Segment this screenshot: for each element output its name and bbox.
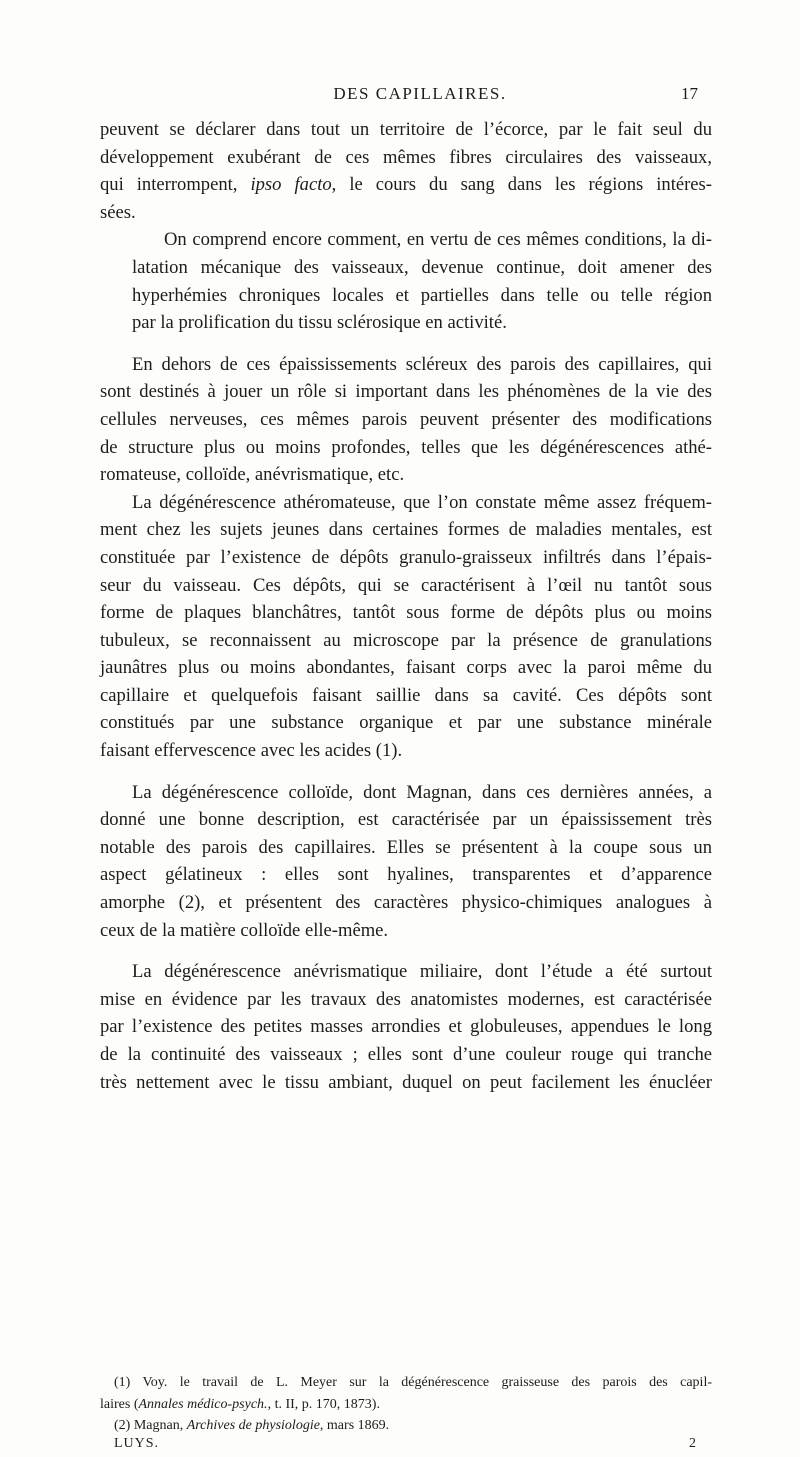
text-line: amorphe (2), et présentent des caractères physico-chimiques analogues à <box>100 892 712 914</box>
text-fragment: , le cours du sang dans les régions intéres- <box>331 174 712 196</box>
text-line: constitués par une substance organique et par une substance minérale <box>100 712 712 734</box>
text-fragment: laires ( <box>100 1396 139 1412</box>
text-line: aspect gélatineux : elles sont hyalines, transparentes et d’apparence <box>100 864 712 886</box>
text-line: La dégénérescence athéromateuse, que l’on constate même assez fréquem- <box>132 491 712 513</box>
text-fragment: , mars 1869. <box>319 1418 390 1433</box>
paragraph-2 <box>100 226 712 336</box>
sheet-number: 2 <box>689 1436 696 1451</box>
text-line: seur du vaisseau. Ces dépôts, qui se caractérisent à l’œil nu tantôt sous <box>100 574 712 596</box>
page-number: 17 <box>681 84 698 103</box>
running-title: DES CAPILLAIRES. <box>333 84 507 103</box>
text-line: mise en évidence par les travaux des anatomistes modernes, est caractérisée <box>100 988 712 1010</box>
text-line: ment chez les sujets jeunes dans certaines formes de maladies mentales, est <box>100 519 712 541</box>
paragraph-gap <box>100 765 712 779</box>
text-line: latation mécanique des vaisseaux, devenue continue, doit amener des <box>132 256 712 278</box>
text-line: sont destinés à jouer un rôle si important dans les phénomènes de la vie des <box>100 381 712 403</box>
text-line: On comprend encore comment, en vertu de ces mêmes conditions, la di- <box>164 229 712 251</box>
text-line: par la prolification du tissu sclérosique en activité. <box>132 312 507 334</box>
text-line: cellules nerveuses, ces mêmes parois peuvent présenter des modifications <box>100 408 712 430</box>
text-fragment: , t. II, p. 170, 1873). <box>267 1396 380 1412</box>
text-line: peuvent se déclarer dans tout un territoire de l’écorce, par le fait seul du <box>100 119 712 140</box>
text-line: de la continuité des vaisseaux ; elles sont d’une couleur rouge qui tranche <box>100 1044 712 1065</box>
italic-citation: Annales médico-psych. <box>138 1396 268 1412</box>
footnote-2 <box>100 1415 712 1437</box>
text-line: tubuleux, se reconnaissent au microscope par la présence de granulations <box>100 629 712 651</box>
text-line: notable des parois des capillaires. Elles se présentent à la coupe sous un <box>100 836 712 858</box>
text-line <box>100 171 712 199</box>
paragraph-4 <box>100 489 712 765</box>
text-line: sées. <box>100 201 136 223</box>
paragraph-5 <box>100 779 712 945</box>
paragraph-gap <box>100 337 712 351</box>
italic-phrase: ipso facto <box>250 174 332 196</box>
footnote-line <box>100 1394 712 1416</box>
author-signature: LUYS. <box>114 1436 160 1451</box>
footnotes <box>100 1372 712 1437</box>
text-line: de structure plus ou moins profondes, telles que les dégénérescences athé- <box>100 436 712 458</box>
text-line: faisant effervescence avec les acides (1). <box>100 740 403 762</box>
text-line: hyperhémies chroniques locales et partielles dans telle ou telle région <box>132 284 712 306</box>
italic-citation: Archives de physiologie <box>186 1418 320 1433</box>
text-fragment: (2) Magnan, <box>114 1418 187 1433</box>
text-line: constituée par l’existence de dépôts granulo-graisseux infiltrés dans l’épais- <box>100 546 712 568</box>
paragraph-gap <box>100 944 712 958</box>
text-line: En dehors de ces épaississements scléreux des parois des capillaires, qui <box>132 353 712 375</box>
paragraph-1 <box>100 116 712 226</box>
footnote-line: (1) Voy. le travail de L. Meyer sur la dégénérescence graisseuse des parois des capil- <box>114 1375 712 1390</box>
footnote-line <box>100 1415 712 1437</box>
text-fragment: qui interrompent, <box>100 174 251 196</box>
text-line: jaunâtres plus ou moins abondantes, faisant corps avec la paroi même du <box>100 657 712 679</box>
body-text <box>100 116 712 1096</box>
text-line: La dégénérescence anévrismatique miliaire, dont l’étude a été surtout <box>132 961 712 983</box>
footnote-1 <box>100 1372 712 1415</box>
text-line: développement exubérant de ces mêmes fibres circulaires des vaisseaux, <box>100 146 712 168</box>
text-line: donné une bonne description, est caractérisée par un épaississement très <box>100 809 712 831</box>
text-line: romateuse, colloïde, anévrismatique, etc. <box>100 464 405 486</box>
paragraph-6 <box>100 958 712 1096</box>
text-line: par l’existence des petites masses arrondies et globuleuses, appendues le long <box>100 1016 712 1038</box>
text-line: La dégénérescence colloïde, dont Magnan, dans ces dernières années, a <box>132 781 712 803</box>
text-line: très nettement avec le tissu ambiant, duquel on peut facilement les énucléer <box>100 1071 712 1093</box>
text-line: capillaire et quelquefois faisant saillie dans sa cavité. Ces dépôts sont <box>100 684 712 706</box>
text-line: forme de plaques blanchâtres, tantôt sous forme de dépôts plus ou moins <box>100 602 712 624</box>
paragraph-3 <box>100 351 712 489</box>
text-line: ceux de la matière colloïde elle-même. <box>100 919 389 941</box>
